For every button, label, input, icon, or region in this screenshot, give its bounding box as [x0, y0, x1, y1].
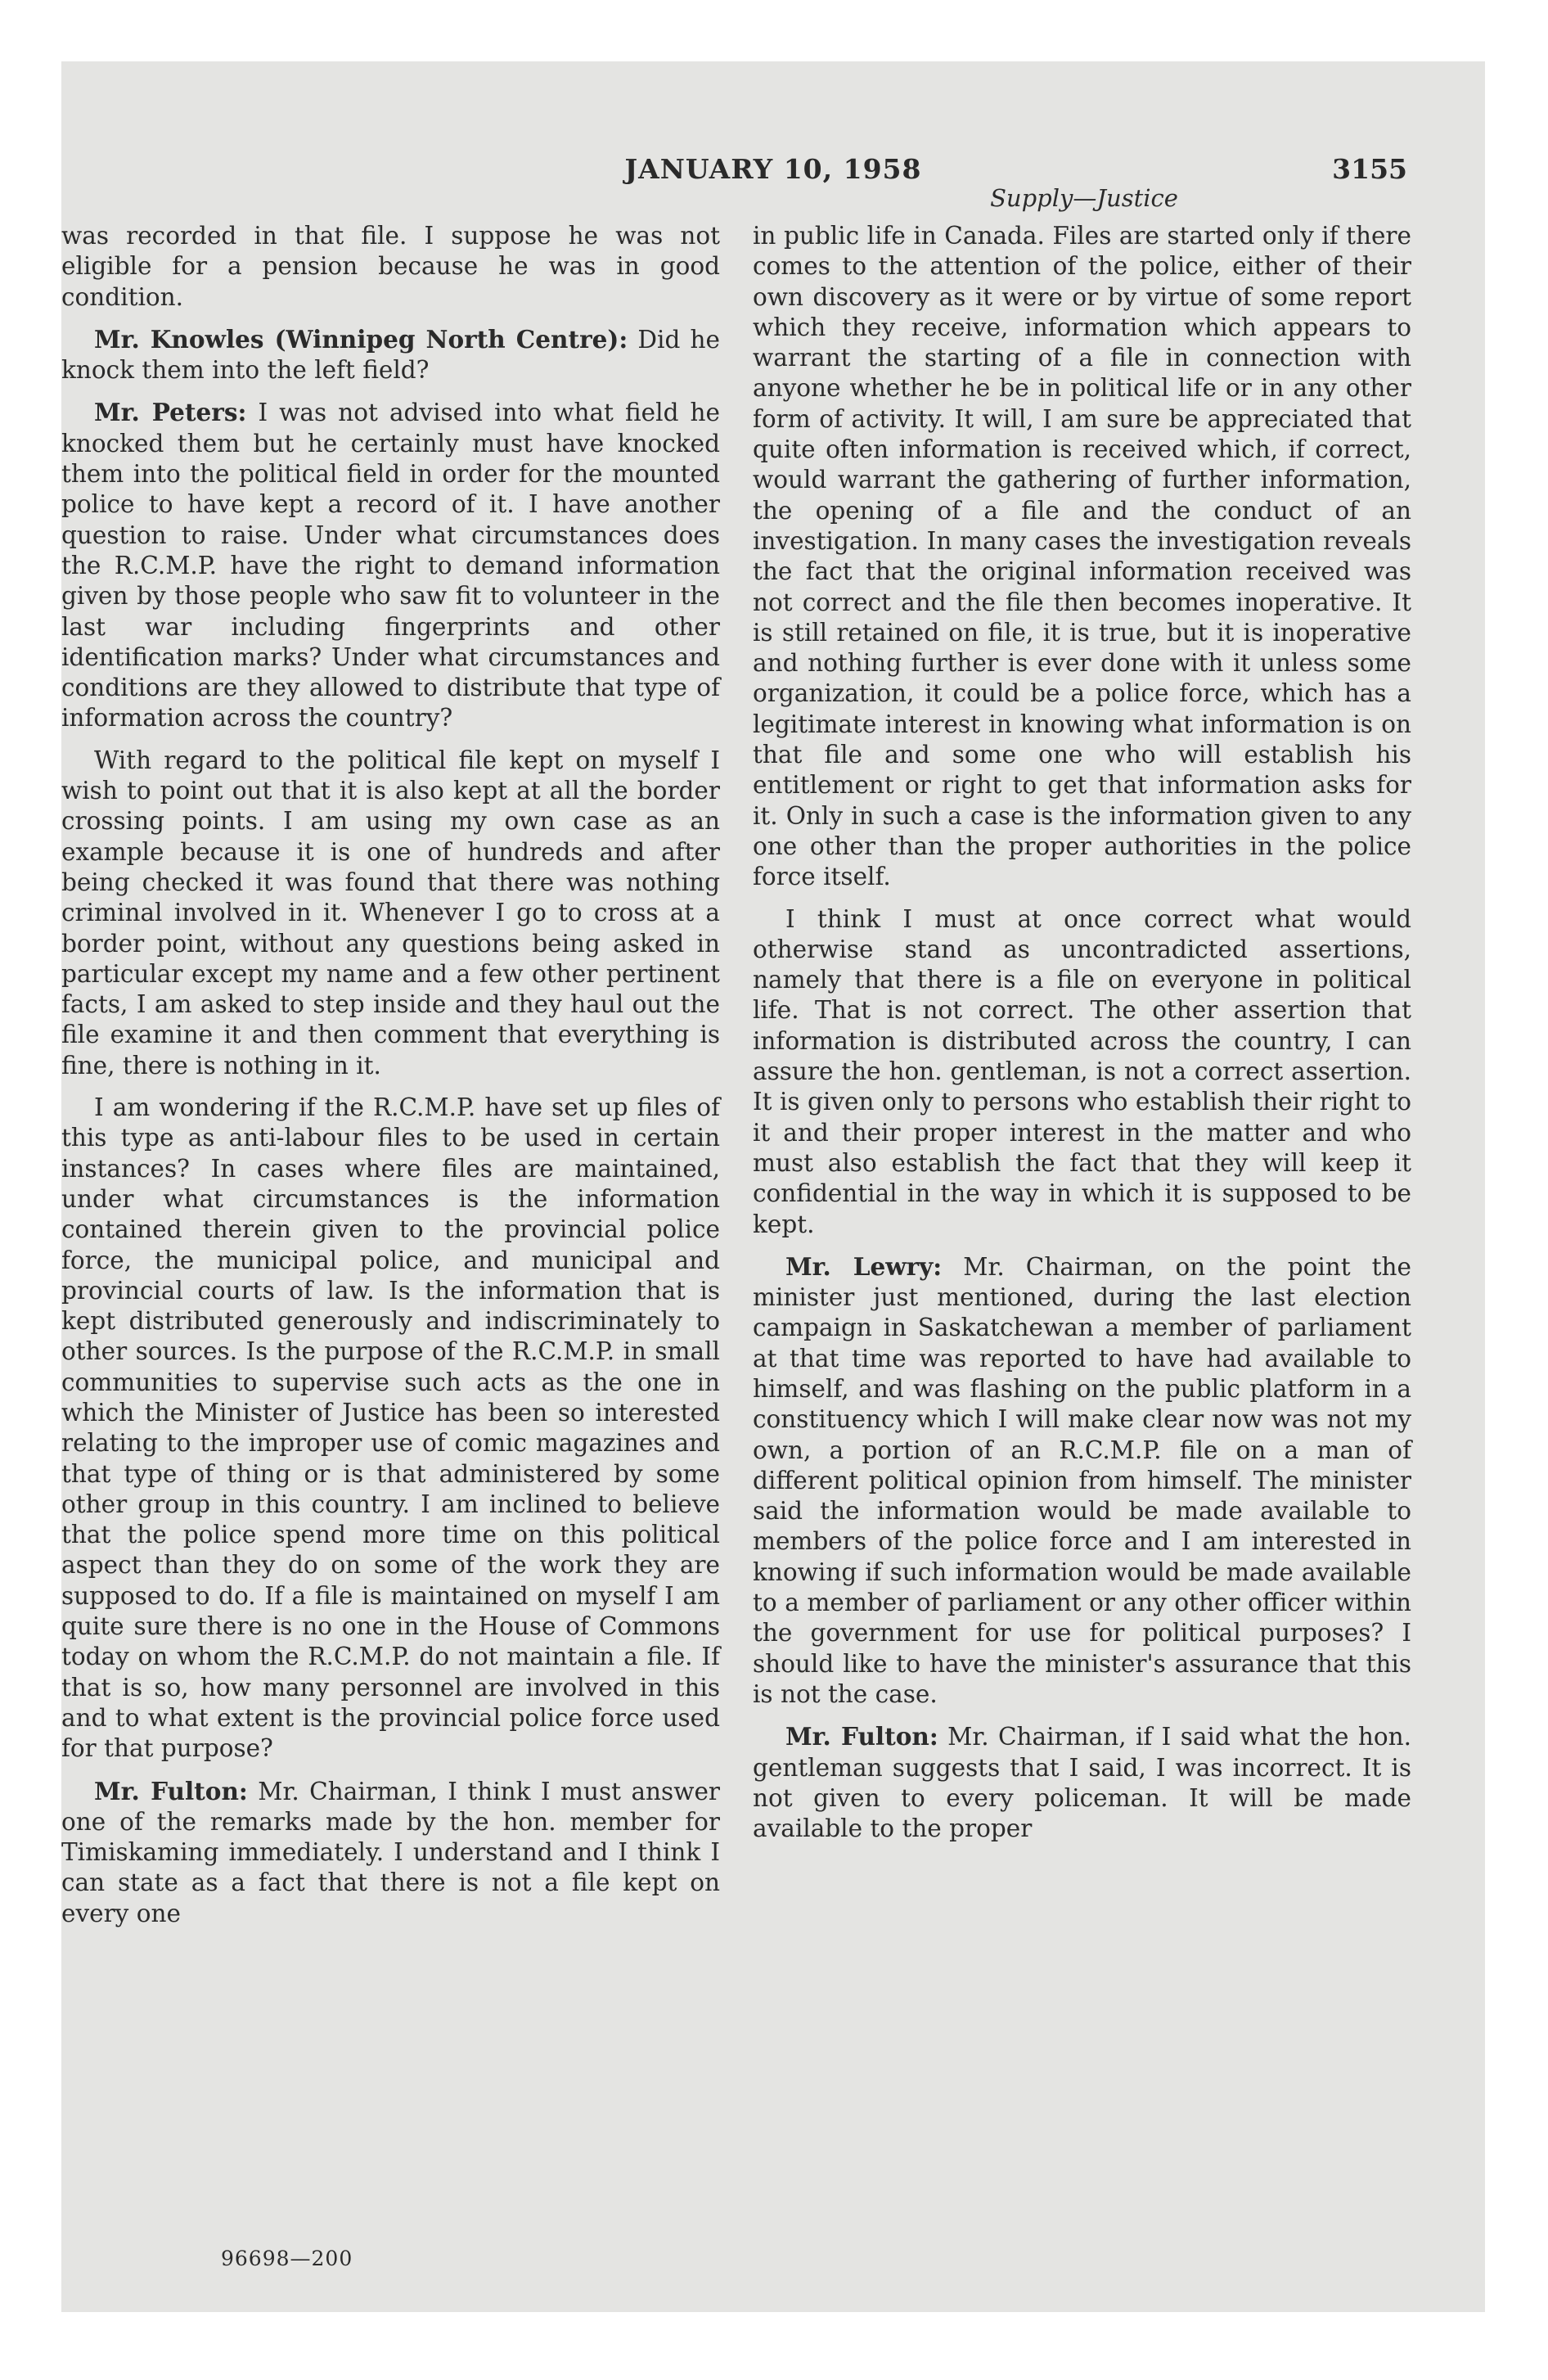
header-date: JANUARY 10, 1958 [624, 153, 922, 185]
paragraph: in public life in Canada. Files are started only if there comes to the attention of the police, either of their own discovery as it were or by virtue of some report which they receive, information which appears to warrant the starting of a file in connection with anyone whether he be in political life or in any other form of activity. It will, I am sure be appreciated that quite often information is received which, if correct, would warrant the gathering of further information, the opening of a file and the conduct of an investigation. In many cases the investigation reveals the fact that the original information received was not correct and the file then becomes inoperative. It is still retained on file, it is true, but it is inoperative and nothing further is ever done with it unless some organization, it could be a police force, which has a legitimate interest in knowing what information is on that file and some one who will establish his entitlement or right to get that information asks for it. Only in such a case is the information given to any one other than the proper authorities in the police force itself. [753, 222, 1411, 891]
paragraph [61, 324, 720, 386]
paragraph: was recorded in that file. I suppose he was not eligible for a pension because he was in good condition. [61, 222, 720, 311]
paragraph: I am wondering if the R.C.M.P. have set up files of this type as anti-labour files to be used in certain instances? In cases where files are maintained, under what circumstances is the information contained therein given to the provincial police force, the municipal police, and municipal and provincial courts of law. Is the information that is kept distributed generously and indiscriminately to other sources. Is the purpose of the R.C.M.P. in small communities to supervise such acts as the one in which the Minister of Justice has been so interested relating to the improper use of comic magazines and that type of thing or is that administered by some other group in this country. I am inclined to believe that the police spend more time on this political aspect than they do on some of the work they are supposed to do. If a file is maintained on myself I am quite sure there is no one in the House of Commons today on whom the R.C.M.P. do not maintain a file. If that is so, how many personnel are involved in this and to what extent is the provincial police force used for that purpose? [61, 1093, 720, 1763]
speaker-name: Mr. Knowles (Winnipeg North Centre): [94, 324, 628, 354]
paragraph: I think I must at once correct what would otherwise stand as uncontradicted assertions, namely that there is a file on everyone in political life. That is not correct. The other assertion that information is distributed across the country, I can assure the hon. gentleman, is not a correct assertion. It is given only to persons who establish their right to it and their proper interest in the matter and who must also establish the fact that they will keep it confidential in the way in which it is supposed to be kept. [753, 904, 1411, 1238]
right-column [753, 221, 1411, 1855]
paragraph: With regard to the political file kept on myself I wish to point out that it is also kept at all the border crossing points. I am using my own case as an example because it is one of hundreds and after being checked it was found that there was nothing criminal involved in it. Whenever I go to cross at a border point, without any questions being asked in particular except my name and a few other pertinent facts, I am asked to step inside and they haul out the file examine it and then comment that everything is fine, there is nothing in it. [61, 746, 720, 1080]
paragraph [753, 1251, 1411, 1710]
page-number: 3155 [1332, 153, 1407, 185]
speaker-name: Mr. Peters: [94, 398, 247, 427]
speaker-name: Mr. Lewry: [785, 1251, 943, 1281]
paragraph [61, 397, 720, 733]
paragraph [753, 1721, 1411, 1844]
page [61, 61, 1485, 2312]
left-column [61, 221, 720, 1941]
paragraph-text: Mr. Chairman, I think I must answer one of the remarks made by the hon. member for Timiskaming immediately. I understand and I think I can state as a fact that there is not a file kept on every one [61, 1777, 721, 1927]
speaker-name: Mr. Fulton: [94, 1776, 248, 1805]
header-subject: Supply—Justice [990, 184, 1178, 212]
paragraph-text: I was not advised into what field he knocked them but he certainly must have knocked them into the political field in order for the mounted police to have kept a record of it. I have another question to raise. Under what circumstances does the R.C.M.P. have the right to demand information given by those people who saw fit to volunteer in the last war including fingerprints and other identification marks? Under what circumstances and conditions are they allowed to distribute that type of information across the country? [61, 399, 720, 732]
print-code: 96698—200 [221, 2247, 353, 2270]
paragraph-text: Did he knock them into the left field? [61, 325, 720, 385]
speaker-name: Mr. Fulton: [785, 1722, 938, 1751]
paragraph [61, 1776, 720, 1929]
paragraph-text: Mr. Chairman, if I said what the hon. gentleman suggests that I said, I was incorrect. It is not given to every policeman. It will be made available to the proper [753, 1723, 1411, 1843]
paragraph-text: Mr. Chairman, on the point the minister just mentioned, during the last election campaign in Saskatchewan a member of parliament at that time was reported to have had available to himself, and was flashing on the public platform in a constituency which I will make clear now was not my own, a portion of an R.C.M.P. file on a man of different political opinion from himself. The minister said the information would be made available to members of the police force and I am interested in knowing if such information would be made available to a member of parliament or any other officer within the government for use for political purposes? I should like to have the minister's assurance that this is not the case. [753, 1252, 1411, 1708]
